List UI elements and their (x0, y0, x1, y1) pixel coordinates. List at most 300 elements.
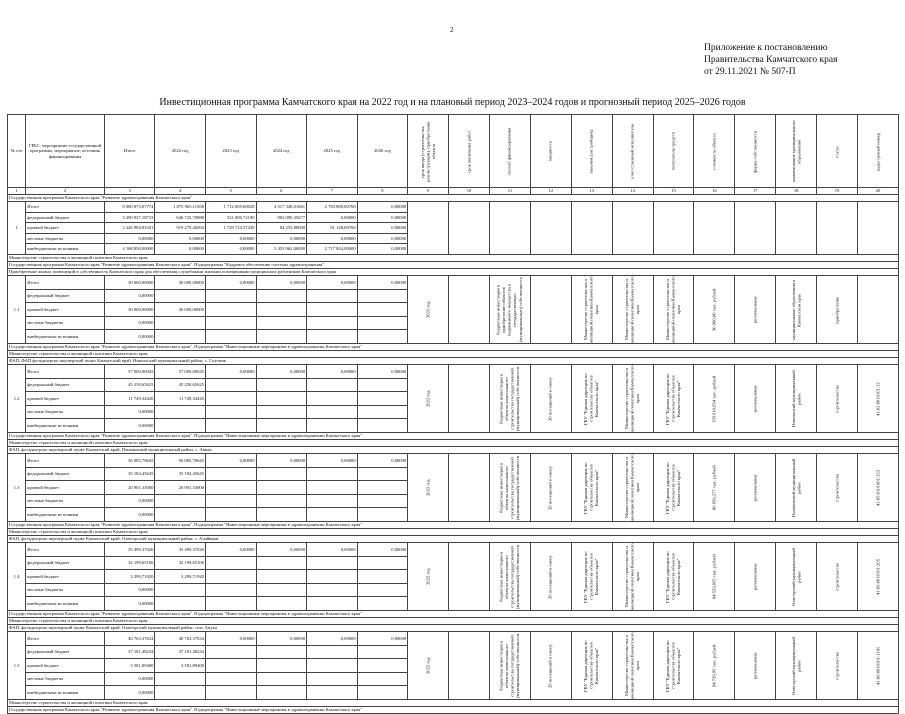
amount-cell (205, 378, 256, 392)
object-end-date (449, 454, 490, 522)
amount-cell: 0,00000 (357, 202, 408, 213)
amount-cell (256, 289, 307, 303)
amount-cell: 521 000,72190 (205, 212, 256, 223)
column-number: 19 (817, 188, 858, 195)
object-header-line-text: Министерство строительства и жилищной политики Камчатского края (8, 351, 899, 358)
object-recipient (653, 202, 694, 255)
funding-source-label: краевой бюджет (26, 392, 105, 406)
object-status: строительство (817, 454, 858, 522)
amount-cell: 20 901,33000 (155, 481, 206, 495)
funding-source-label: местные бюджеты (26, 583, 105, 597)
object-capacity (530, 202, 571, 255)
object-ownership: региональная (735, 276, 776, 344)
amount-cell: 0,00000 (357, 233, 408, 244)
amount-cell (205, 419, 256, 433)
amount-cell: 0,00000 (307, 212, 358, 223)
amount-cell: 0,00000 (104, 583, 155, 597)
amount-cell (256, 481, 307, 495)
amount-cell: 0,00000 (256, 233, 307, 244)
funding-source-label: федеральный бюджет (26, 467, 105, 481)
amount-cell: 35 184,45645 (104, 467, 155, 481)
amount-cell (155, 494, 206, 508)
funding-source-label: федеральный бюджет (26, 289, 105, 303)
amount-cell (205, 467, 256, 481)
object-header-line (8, 351, 899, 358)
amount-cell (155, 419, 206, 433)
object-ownership: региональная (735, 543, 776, 611)
object-year: 2022 год (408, 454, 449, 522)
object-municipality: Пенжинский муниципальный район (776, 454, 817, 522)
object-status (817, 202, 858, 255)
amount-cell (307, 597, 358, 611)
amount-cell: 0,00000 (104, 672, 155, 686)
object-method: бюджетные инвестиции в объекты капитального строительства государственной (муниципальной) собственности (489, 454, 530, 522)
amount-cell (155, 672, 206, 686)
object-customer (571, 202, 612, 255)
column-number: 12 (530, 188, 571, 195)
amount-cell (205, 686, 256, 700)
amount-cell: 0,00000 (256, 543, 307, 557)
amount-cell: 0,00000 (205, 543, 256, 557)
funding-source-label: краевой бюджет (26, 659, 105, 673)
object-capacity: 20 посещений в смену (530, 454, 571, 522)
column-header: ответственный исполнитель (612, 115, 653, 188)
funding-source-label: внебюджетные источники (26, 686, 105, 700)
ministry-line-text: Министерство строительства и жилищной политики Камчатского края (8, 255, 899, 262)
row-number: 1.3 (8, 454, 26, 522)
object-ownership (735, 202, 776, 255)
amount-cell (256, 405, 307, 419)
amount-cell: 3 581,89400 (155, 659, 206, 673)
object-header-line (8, 618, 899, 625)
amount-cell (256, 392, 307, 406)
funding-source-label: местные бюджеты (26, 233, 105, 244)
amount-cell (256, 556, 307, 570)
object-cost: 159 610,654 тыс. рублей (694, 365, 735, 433)
amount-cell (357, 494, 408, 508)
table-row (8, 365, 899, 379)
object-recipient: Министерство строительства и жилищной политики Камчатского края (653, 276, 694, 344)
amount-cell: 0,00000 (307, 276, 358, 290)
footer-line (8, 707, 899, 714)
object-cost: 84 533,065 тыс. рублей (694, 543, 735, 611)
object-header-line (8, 447, 899, 454)
footer-line (8, 700, 899, 707)
object-end-date (449, 276, 490, 344)
row-number: 1.1 (8, 276, 26, 344)
amount-cell: 35 184,45645 (155, 467, 206, 481)
object-cost (694, 202, 735, 255)
row-number: 1.4 (8, 543, 26, 611)
document-title: Инвестиционная программа Камчатского края на 2022 год и на плановый период 2023–2024 годов и прогнозный период 2025–2026 годов (159, 97, 746, 108)
column-number: 20 (858, 188, 899, 195)
amount-cell (256, 467, 307, 481)
amount-cell: 3 299,71920 (104, 570, 155, 584)
object-cost: 94 739,95 тыс. рублей (694, 632, 735, 700)
object-municipality: Олюторский муниципальный район (776, 632, 817, 700)
amount-cell (256, 419, 307, 433)
amount-cell (307, 659, 358, 673)
object-year: 2022 год (408, 632, 449, 700)
funding-source-label: Итого (26, 202, 105, 213)
amount-cell (307, 645, 358, 659)
subprogram-line (8, 433, 899, 440)
object-recipient: ГКУ "Единая дирекция по строительству объектов Камчатского края" (653, 632, 694, 700)
amount-cell: 0,00000 (357, 276, 408, 290)
amount-cell: 3 453 962,00000 (256, 244, 307, 255)
amount-cell (357, 583, 408, 597)
object-municipality (776, 202, 817, 255)
amount-cell: 0,00000 (256, 365, 307, 379)
column-number: 16 (694, 188, 735, 195)
amount-cell: 61 148,00760 (307, 223, 358, 234)
object-header-line-text: Приобретение жилых помещений в собственность Камчатского края для обеспечения служебными жилыми помещениями медицинских работников Камчатского края (8, 269, 899, 276)
amount-cell: 0,00000 (357, 543, 408, 557)
subprogram-line (8, 611, 899, 618)
amount-cell (205, 494, 256, 508)
amount-cell (155, 316, 206, 330)
amount-cell (307, 378, 358, 392)
object-status: приобретение (817, 276, 858, 344)
object-executor: Министерство строительства и жилищной политики Камчатского края (612, 632, 653, 700)
object-ownership: региональная (735, 454, 776, 522)
subprogram-line-text: Государственная программа Камчатского края "Развитие здравоохранения Камчатского края". Подпрограмма "Инвестиционные мероприятия в здравоохранении Камчатского края" (8, 611, 899, 618)
amount-cell (205, 392, 256, 406)
object-capacity (530, 276, 571, 344)
amount-cell: 30 000,00000 (155, 303, 206, 317)
amount-cell: 40 763,37634 (155, 632, 206, 646)
column-number: 8 (357, 188, 408, 195)
amount-cell: 0,00000 (104, 419, 155, 433)
column-header: кадастровый номер (858, 115, 899, 188)
column-header: Итого (104, 115, 155, 188)
funding-source-label: внебюджетные источники (26, 597, 105, 611)
amount-cell (307, 289, 358, 303)
amount-cell (357, 481, 408, 495)
header-row (8, 115, 899, 188)
amount-cell (256, 303, 307, 317)
amount-cell: 0,00000 (357, 365, 408, 379)
amount-cell (307, 303, 358, 317)
object-header-line (8, 358, 899, 365)
amount-cell: 0,00000 (104, 233, 155, 244)
funding-source-label: местные бюджеты (26, 672, 105, 686)
amount-cell: 0,00000 (104, 405, 155, 419)
amount-cell: 8 080 873,07774 (104, 202, 155, 213)
column-number: 14 (612, 188, 653, 195)
amount-cell: 0,00000 (357, 454, 408, 468)
amount-cell: 2 717 844,00000 (307, 244, 358, 255)
object-method: бюджетные инвестиции в приобретение объектов недвижимого имущества в государственную (муниципальную) собственность (489, 276, 530, 344)
amount-cell (155, 597, 206, 611)
object-header-line-text: Министерство строительства и жилищной политики Камчатского края (8, 529, 899, 536)
amount-cell: 35 499,37026 (104, 543, 155, 557)
amount-cell: 0,00000 (307, 632, 358, 646)
object-ownership: региональная (735, 632, 776, 700)
amount-cell: 0,00000 (205, 244, 256, 255)
amount-cell: 32 199,65106 (155, 556, 206, 570)
amount-cell: 30 000,00000 (155, 276, 206, 290)
amount-cell (205, 481, 256, 495)
amount-cell (205, 659, 256, 673)
column-header: срок окончания работ (449, 115, 490, 188)
object-header-line (8, 536, 899, 543)
column-header: форма собственности (735, 115, 776, 188)
amount-cell (205, 645, 256, 659)
funding-source-label: Итого (26, 365, 105, 379)
amount-cell: 1 875 965,11568 (155, 202, 206, 213)
amount-cell (256, 597, 307, 611)
column-header: 2022 год (155, 115, 206, 188)
object-customer: ГКУ "Единая дирекция по строительству объектов Камчатского края" (571, 543, 612, 611)
amount-cell: 1 729 723,37438 (205, 223, 256, 234)
amount-cell (205, 672, 256, 686)
amount-cell: 40 763,37634 (104, 632, 155, 646)
column-header: ГРБС, мероприятие государственной программы, мероприятие, источник финансирования (26, 115, 105, 188)
amount-cell: 0,00000 (104, 316, 155, 330)
amount-cell: 2 783 889,00760 (307, 202, 358, 213)
object-end-date (449, 632, 490, 700)
object-executor: Министерство строительства и жилищной политики Камчатского края (612, 454, 653, 522)
amount-cell: 1 712 695,60028 (205, 202, 256, 213)
object-customer: Министерство строительства и жилищной политики Камчатского края (571, 276, 612, 344)
row-number: 1 (8, 202, 26, 255)
object-municipality: Никольский муниципальный район (776, 365, 817, 433)
object-cadastre (858, 276, 899, 344)
footer-line-text: Министерство строительства и жилищной политики Камчатского края (8, 700, 899, 707)
object-cadastre: 41:02:0010101:12 (858, 365, 899, 433)
column-number: 5 (205, 188, 256, 195)
amount-cell: 0,00000 (104, 330, 155, 344)
object-method: бюджетные инвестиции в объекты капитального строительства государственной (муниципальной) собственности (489, 365, 530, 433)
object-method (489, 202, 530, 255)
amount-cell: 37 181,48234 (155, 645, 206, 659)
object-capacity: 20 посещений в смену (530, 543, 571, 611)
amount-cell: 11 749,34420 (104, 392, 155, 406)
object-cadastre: 41:05:0101001:153 (858, 454, 899, 522)
appendix-line: Правительства Камчатского края (704, 55, 838, 65)
amount-cell: 902 090,35677 (256, 212, 307, 223)
amount-cell: 0,00000 (205, 454, 256, 468)
program-line-text: Государственная программа Камчатского края "Развитие здравоохранения Камчатского края" (8, 195, 899, 202)
object-cost: 30 000,00 тыс. рублей (694, 276, 735, 344)
table-row (8, 543, 899, 557)
column-number-row (8, 188, 899, 195)
object-capacity: 20 посещений в смену (530, 365, 571, 433)
amount-cell (307, 330, 358, 344)
amount-cell: 0,00000 (155, 233, 206, 244)
column-header: заказчик (застройщик) (571, 115, 612, 188)
amount-cell: 0,00000 (205, 276, 256, 290)
amount-cell (256, 645, 307, 659)
amount-cell: 0,00000 (104, 508, 155, 522)
object-header-line (8, 625, 899, 632)
amount-cell (205, 597, 256, 611)
amount-cell: 4 168 850,00000 (104, 244, 155, 255)
funding-source-label: краевой бюджет (26, 223, 105, 234)
amount-cell (155, 583, 206, 597)
amount-cell (357, 378, 408, 392)
amount-cell (357, 467, 408, 481)
object-recipient: ГКУ "Единая дирекция по строительству объектов Камчатского края" (653, 365, 694, 433)
subprogram-line (8, 344, 899, 351)
object-status: строительство (817, 543, 858, 611)
amount-cell (205, 583, 256, 597)
object-customer: ГКУ "Единая дирекция по строительству объектов Камчатского края" (571, 365, 612, 433)
column-header: 2024 год (256, 115, 307, 188)
funding-source-label: Итого (26, 543, 105, 557)
amount-cell: 0,00000 (205, 233, 256, 244)
amount-cell: 84 253,88000 (256, 223, 307, 234)
amount-cell (357, 419, 408, 433)
amount-cell: 57 000,00045 (155, 365, 206, 379)
amount-cell: 2 226 984,93341 (104, 223, 155, 234)
column-header: 2026 год (357, 115, 408, 188)
ministry-line (8, 255, 899, 262)
funding-source-label: федеральный бюджет (26, 378, 105, 392)
amount-cell (357, 672, 408, 686)
object-recipient: ГКУ "Единая дирекция по строительству объектов Камчатского края" (653, 454, 694, 522)
page-number: 2 (450, 26, 454, 34)
object-customer: ГКУ "Единая дирекция по строительству объектов Камчатского края" (571, 632, 612, 700)
amount-cell: 45 250,65625 (104, 378, 155, 392)
object-year: 2022 год (408, 365, 449, 433)
funding-source-label: внебюджетные источники (26, 330, 105, 344)
amount-cell: 30 000,00000 (104, 303, 155, 317)
column-number: 2 (26, 188, 105, 195)
column-header: 2025 год (307, 115, 358, 188)
amount-cell (307, 508, 358, 522)
funding-source-label: федеральный бюджет (26, 645, 105, 659)
amount-cell (307, 405, 358, 419)
subprogram-line-text: Государственная программа Камчатского края "Развитие здравоохранения Камчатского края". Подпрограмма "Инвестиционные мероприятия в здравоохранении Камчатского края" (8, 344, 899, 351)
amount-cell: 0,00000 (307, 454, 358, 468)
object-status: строительство (817, 365, 858, 433)
object-capacity: 20 посещений в смену (530, 632, 571, 700)
object-municipality: муниципальные образования в Камчатском крае (776, 276, 817, 344)
object-year: 2022 год (408, 276, 449, 344)
amount-cell (256, 583, 307, 597)
amount-cell: 4 517 348,01661 (256, 202, 307, 213)
amount-cell (256, 570, 307, 584)
object-method: бюджетные инвестиции в объекты капитального строительства государственной (муниципальной) собственности (489, 632, 530, 700)
funding-source-label: местные бюджеты (26, 316, 105, 330)
amount-cell (307, 494, 358, 508)
funding-source-label: внебюджетные источники (26, 244, 105, 255)
amount-cell: 0,00000 (256, 276, 307, 290)
column-number: 4 (155, 188, 206, 195)
funding-source-label: Итого (26, 632, 105, 646)
object-header-line-text: ФАП, фельдшерско-акушерский пункт Камчатский край, Пенжинский муниципальный район, с. Аянка (8, 447, 899, 454)
amount-cell (205, 556, 256, 570)
amount-cell: 20 901,33000 (104, 481, 155, 495)
subprogram-line-text: Государственная программа Камчатского края "Развитие здравоохранения Камчатского края". Подпрограмма "Инвестиционные мероприятия в здравоохранении Камчатского края" (8, 433, 899, 440)
column-header: наименование муниципального образования (776, 115, 817, 188)
amount-cell (307, 419, 358, 433)
amount-cell: 0,00000 (205, 365, 256, 379)
amount-cell: 0,00000 (256, 454, 307, 468)
appendix-line: от 29.11.2021 № 507-П (704, 67, 796, 77)
funding-source-label: краевой бюджет (26, 481, 105, 495)
object-cadastre: 41:06:0010101:1141 (858, 632, 899, 700)
funding-source-label: краевой бюджет (26, 570, 105, 584)
appendix-line: Приложение к постановлению (704, 43, 828, 53)
column-number: 13 (571, 188, 612, 195)
object-executor: Министерство строительства и жилищной политики Камчатского края (612, 365, 653, 433)
amount-cell (357, 289, 408, 303)
object-header-line (8, 269, 899, 276)
object-end-date (449, 543, 490, 611)
amount-cell (256, 672, 307, 686)
amount-cell (357, 556, 408, 570)
amount-cell (307, 583, 358, 597)
investment-table (7, 114, 899, 714)
amount-cell: 11 749,34420 (155, 392, 206, 406)
amount-cell (205, 570, 256, 584)
amount-cell (307, 467, 358, 481)
object-executor: Министерство строительства и жилищной политики Камчатского края (612, 543, 653, 611)
column-header: статус (817, 115, 858, 188)
amount-cell (357, 330, 408, 344)
column-number: 6 (256, 188, 307, 195)
subprogram-line-text: Государственная программа Камчатского края "Развитие здравоохранения Камчатского края". Подпрограмма "Инвестиционные мероприятия в здравоохранении Камчатского края" (8, 522, 899, 529)
amount-cell (205, 303, 256, 317)
amount-cell: 45 250,65625 (155, 378, 206, 392)
object-method: бюджетные инвестиции в объекты капитального строительства государственной (муниципальной) собственности (489, 543, 530, 611)
amount-cell (357, 405, 408, 419)
column-number: 7 (307, 188, 358, 195)
amount-cell: 0,00000 (104, 289, 155, 303)
object-header-line-text: ФАП, ФАП фельдшерско-акушерский пункт Камчатский край, Никольский муниципальный район, с. Спутник (8, 358, 899, 365)
table-row (8, 454, 899, 468)
amount-cell (357, 392, 408, 406)
object-status: строительство (817, 632, 858, 700)
amount-cell (307, 556, 358, 570)
funding-source-label: Итого (26, 276, 105, 290)
subprogram-line (8, 522, 899, 529)
amount-cell (357, 659, 408, 673)
amount-cell (357, 508, 408, 522)
object-customer: ГКУ "Единая дирекция по строительству объектов Камчатского края" (571, 454, 612, 522)
amount-cell: 32 199,65106 (104, 556, 155, 570)
amount-cell (357, 597, 408, 611)
amount-cell (357, 645, 408, 659)
funding-source-label: федеральный бюджет (26, 212, 105, 223)
funding-source-label: Итого (26, 454, 105, 468)
object-ownership: региональная (735, 365, 776, 433)
object-executor: Министерство строительства и жилищной политики Камчатского края (612, 276, 653, 344)
amount-cell (205, 289, 256, 303)
amount-cell (357, 303, 408, 317)
object-header-line-text: ФАП, фельдшерско-акушерский пункт Камчатский край, Олюторский муниципальный район, с. Ачайваям (8, 536, 899, 543)
funding-source-label: федеральный бюджет (26, 556, 105, 570)
object-header-line-text: Министерство строительства и жилищной политики Камчатского края (8, 440, 899, 447)
column-header: № п/п (8, 115, 26, 188)
funding-source-label: внебюджетные источники (26, 508, 105, 522)
amount-cell (256, 508, 307, 522)
object-cost: 86 050,277 тыс. рублей (694, 454, 735, 522)
object-end-date (449, 365, 490, 433)
object-executor (612, 202, 653, 255)
amount-cell (307, 570, 358, 584)
amount-cell: 919 279,45694 (155, 223, 206, 234)
amount-cell (357, 316, 408, 330)
amount-cell: 30 000,00000 (104, 276, 155, 290)
amount-cell: 0,00000 (256, 632, 307, 646)
amount-cell (155, 405, 206, 419)
object-year (408, 202, 449, 255)
amount-cell: 0,00000 (205, 632, 256, 646)
